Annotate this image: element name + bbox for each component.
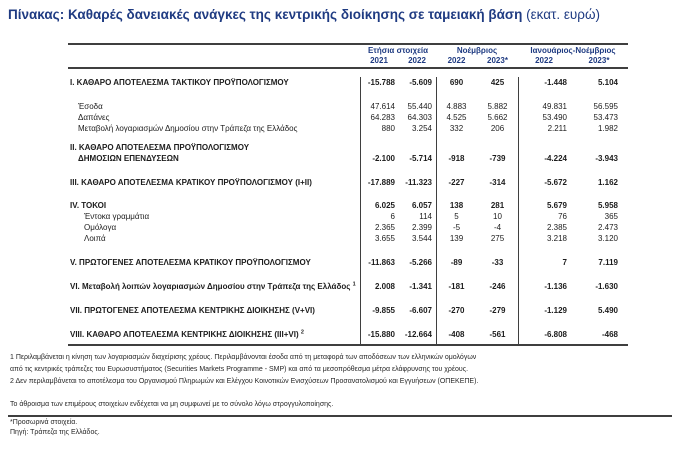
row-label: I. ΚΑΘΑΡΟ ΑΠΟΤΕΛΕΣΜΑ ΤΑΚΤΙΚΟΥ ΠΡΟΫΠΟΛΟΓΙΣΜΟΥ [70,78,289,87]
value-cell: 7 [562,258,567,267]
value-cell: -181 [448,282,465,291]
value-cell: 880 [381,124,395,133]
title-unit: (εκατ. ευρώ) [522,7,600,22]
value-cell: -5.609 [409,78,432,87]
value-cell: 365 [604,212,618,221]
row-label: III. ΚΑΘΑΡΟ ΑΠΟΤΕΛΕΣΜΑ ΚΡΑΤΙΚΟΥ ΠΡΟΫΠΟΛΟΓΙΣΜΟΥ (I+II) [70,178,312,187]
value-cell: 690 [449,78,464,87]
year-header-nov-2022: 2022 [447,56,466,65]
value-cell: -5.672 [544,178,567,187]
rounding-note: Το άθροισμα των επιμέρους στοιχείων ενδέχεται να μη συμφωνεί με το σύνολο λόγω στρογγυλοποίησης. [10,401,334,408]
table-row [68,200,628,211]
table-row [68,211,628,222]
header-year-row [68,56,628,66]
footnote-2: 2 Δεν περιλαμβάνεται το αποτέλεσμα του Οργανισμού Πληρωμών και Ελέγχου Κοινοτικών Ενισχύσεων Προσανατολισμού και Εγγυήσεων (ΟΠΕΚΕΠΕ). [10,378,479,385]
row-label: Έσοδα [78,102,103,111]
table-row [68,329,628,340]
value-cell: -89 [450,258,463,267]
value-cell: 6.025 [374,201,395,210]
value-cell: -11.863 [368,258,395,267]
row-label: II. ΚΑΘΑΡΟ ΑΠΟΤΕΛΕΣΜΑ ΠΡΟΫΠΟΛΟΓΙΣΜΟΥ ΔΗΜΟΣΙΩΝ ΕΠΕΝΔΥΣΕΩΝ [70,143,250,163]
value-cell: -468 [601,330,618,339]
row-label: VI. Μεταβολή λοιπών λογαριασμών Δημοσίου στην Τράπεζα της Ελλάδος $^1$ [70,281,356,291]
value-cell: 5 [454,212,459,221]
header-label-spacer [68,46,360,56]
year-header-nov-2023: 2023* [487,56,508,65]
value-cell: -1.129 [544,306,567,315]
value-cell: 425 [490,78,505,87]
value-cell: -314 [489,178,506,187]
value-cell: 49.831 [542,102,567,111]
value-cell: -279 [489,306,506,315]
value-cell: -5 [452,223,461,232]
row-label: Λοιπά [84,234,106,243]
value-cell: 2.385 [546,223,567,232]
value-cell: 139 [449,234,464,243]
value-cell: 1.162 [597,178,618,187]
row-label: V. ΠΡΩΤΟΓΕΝΕΣ ΑΠΟΤΕΛΕΣΜΑ ΚΡΑΤΙΚΟΥ ΠΡΟΫΠΟΛΟΓΙΣΜΟΥ [70,258,311,267]
value-cell: 2.211 [547,124,567,133]
row-label: IV. ΤΟΚΟΙ [70,201,107,210]
value-cell: 4.525 [446,113,467,122]
value-cell: 2.365 [374,223,395,232]
page-title [8,7,600,22]
value-cell: -17.889 [367,178,395,187]
value-cell: 5.490 [597,306,618,315]
value-cell: 64.303 [407,113,432,122]
source-note: Πηγή: Τράπεζα της Ελλάδος. [10,429,100,436]
value-cell: -15.880 [367,330,395,339]
value-cell: 3.655 [374,234,395,243]
value-cell: -3.943 [595,154,618,163]
value-cell: 76 [558,212,567,221]
value-cell: 53.490 [542,113,567,122]
value-cell: -1.448 [544,78,567,87]
value-cell: -2.100 [372,154,395,163]
value-cell: 5.679 [546,201,567,210]
footnotes [10,352,692,388]
data-table [68,43,628,346]
year-header-jannov-2023: 2023* [588,56,610,65]
value-cell: 3.544 [411,234,432,243]
col-group-jan-nov: Ιανουάριος-Νοέμβριος [530,46,616,55]
value-cell: -918 [448,154,465,163]
row-label: Ομόλογα [84,223,117,232]
header-group-row [68,46,628,56]
value-cell: -15.788 [367,78,395,87]
value-cell: -4 [493,223,502,232]
value-cell: 3.218 [546,234,567,243]
value-cell: 53.473 [593,113,618,122]
value-cell: -12.664 [404,330,432,339]
value-cell: 7.119 [598,258,618,267]
value-cell: -4.224 [544,154,567,163]
value-cell: 5.104 [597,78,618,87]
value-cell: -33 [491,258,504,267]
value-cell: -11.323 [405,178,432,187]
value-cell: 56.595 [593,102,618,111]
table-row [68,257,628,268]
value-cell: 6 [390,212,395,221]
col-group-annual: Ετήσια στοιχεία [367,46,429,55]
value-cell: 47.614 [370,102,395,111]
year-header-annual-2022: 2022 [408,56,426,65]
title-text: Πίνακας: Καθαρές δανειακές ανάγκες της κεντρικής διοίκησης σε ταμειακή βάση [8,7,523,22]
value-cell: -5.714 [409,154,432,163]
table-row [68,177,628,188]
value-cell: -561 [489,330,506,339]
value-cell: 206 [490,124,505,133]
value-cell: -9.855 [372,306,395,315]
value-cell: -1.630 [595,282,618,291]
value-cell: -6.808 [544,330,567,339]
value-cell: 2.008 [374,282,395,291]
value-cell: -739 [489,154,506,163]
year-header-annual-2021: 2021 [370,56,388,65]
table-row [68,101,628,112]
row-label: VII. ΠΡΩΤΟΓΕΝΕΣ ΑΠΟΤΕΛΕΣΜΑ ΚΕΝΤΡΙΚΗΣ ΔΙΟΙΚΗΣΗΣ (V+VI) [70,306,315,315]
table-row [68,281,628,292]
header-label-spacer [68,56,360,66]
value-cell: -1.136 [544,282,567,291]
value-cell: 3.254 [411,124,432,133]
table-row [68,123,628,134]
value-cell: -1.341 [409,282,432,291]
table-row [68,112,628,123]
value-cell: 138 [449,201,464,210]
footnote-ref: 2 [300,329,304,336]
value-cell: 114 [419,212,432,221]
value-cell: 2.399 [411,223,432,232]
table-body [68,77,628,346]
value-cell: 2.473 [597,223,618,232]
footnote-ref: 1 [352,281,356,288]
table-row [68,233,628,244]
value-cell: 281 [490,201,505,210]
value-cell: 55.440 [407,102,432,111]
table-row [68,222,628,233]
value-cell: -246 [489,282,506,291]
value-cell: -5.266 [409,258,432,267]
value-cell: 10 [493,212,502,221]
table-row [68,305,628,316]
value-cell: -270 [448,306,465,315]
row-label: Μεταβολή λογαριασμών Δημοσίου στην Τράπεζα της Ελλάδος [78,124,298,133]
provisional-note: *Προσωρινά στοιχεία. [10,419,78,426]
value-cell: -408 [448,330,465,339]
year-header-jannov-2022: 2022 [535,56,553,65]
footnote-1-line-1: 1 Περιλαμβάνεται η κίνηση των λογαριασμών διαχείρισης χρέους. Περιλαμβάνονται έσοδα από τη μεταφορά των αποδόσεων των ελληνικών ομολόγων [10,354,477,361]
table-row [68,77,628,88]
value-cell: 5.958 [597,201,618,210]
row-label: VIII. ΚΑΘΑΡΟ ΑΠΟΤΕΛΕΣΜΑ ΚΕΝΤΡΙΚΗΣ ΔΙΟΙΚΗΣΗΣ (III+VI) $^2$ [70,329,304,339]
value-cell: -227 [448,178,465,187]
value-cell: 5.882 [487,102,508,111]
value-cell: 4.883 [446,102,467,111]
value-cell: 64.283 [370,113,395,122]
value-cell: 1.982 [597,124,618,133]
value-cell: 6.057 [411,201,432,210]
footnote-1-line-2: από τις κεντρικές τράπεζες του Ευρωσυστήματος (Securities Markets Programme - SMP) και από τα μεσοπρόθεσμα μέτρα ελάφρυνσης του χρέους. [10,366,469,373]
value-cell: 275 [490,234,505,243]
value-cell: 5.662 [487,113,508,122]
row-label: Έντοκα γραμμάτια [84,212,150,221]
value-cell: 3.120 [597,234,618,243]
separator-rule [8,415,672,417]
table-row [68,142,628,164]
table-header [68,43,628,69]
value-cell: -6.607 [409,306,432,315]
row-label: Δαπάνες [78,113,110,122]
value-cell: 332 [449,124,464,133]
col-group-november: Νοέμβριος [456,46,498,55]
